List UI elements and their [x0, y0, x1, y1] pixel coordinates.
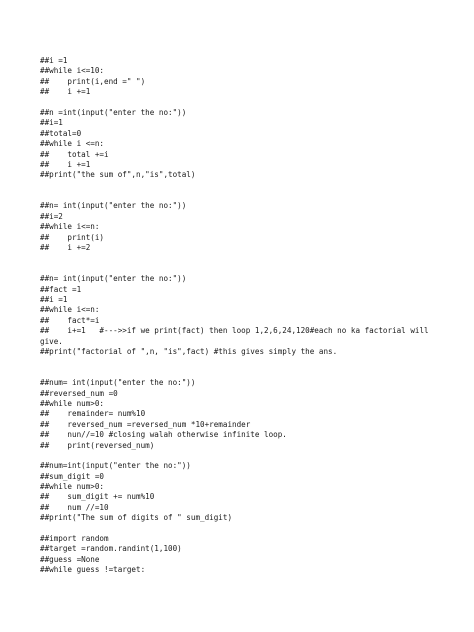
code-line: ## sum_digit += num%10 [40, 492, 155, 502]
blank-line [40, 98, 440, 108]
code-line: ## nun//=10 #closing walah otherwise infinite loop. [40, 430, 287, 440]
code-block-while-print [40, 56, 440, 98]
code-line: ##num= int(input("enter the no:")) [40, 378, 196, 388]
code-line: ##guess =None [40, 554, 100, 564]
code-block-factorial [40, 274, 440, 357]
code-line: ##i =1 [40, 295, 68, 305]
blank-line [40, 357, 440, 378]
code-line: ##n= int(input("enter the no:")) [40, 201, 187, 211]
code-line: ##while num>0: [40, 482, 105, 492]
code-line: ##n =int(input("enter the no:")) [40, 107, 187, 117]
code-line: ##while i<=10: [40, 66, 105, 76]
code-line: ## num //=10 [40, 502, 109, 512]
code-block-even [40, 201, 440, 253]
code-line: ##num=int(input("enter the no:")) [40, 461, 191, 471]
code-line: ##i =1 [40, 56, 68, 65]
code-line: ##print("the sum of",n,"is",total) [40, 170, 196, 180]
code-block-sum [40, 108, 440, 181]
code-line: ##import random [40, 534, 109, 544]
code-line: ##total=0 [40, 128, 82, 138]
code-line: ## i+=1 #--->>if we print(fact) then loop 1,2,6,24,120#each no ka factorial will give. [40, 326, 434, 346]
code-line: ##n= int(input("enter the no:")) [40, 274, 187, 284]
blank-line [40, 253, 440, 274]
code-line: ## total +=i [40, 149, 109, 159]
code-line: ##print("factorial of ",n, "is",fact) #this gives simply the ans. [40, 347, 338, 356]
code-line: ##while guess !=target: [40, 565, 146, 575]
code-block-reverse [40, 378, 440, 451]
code-line: ##while i<=n: [40, 222, 100, 232]
code-line: ## i +=1 [40, 87, 91, 97]
code-line: ## i +=1 [40, 159, 91, 169]
code-line: ## remainder= num%10 [40, 409, 146, 419]
code-line: ## print(i) [40, 232, 105, 242]
code-line: ##reversed_num =0 [40, 388, 118, 398]
code-line: ## print(reversed_num) [40, 440, 155, 450]
code-line: ## i +=2 [40, 243, 91, 253]
code-line: ##fact =1 [40, 284, 82, 294]
code-block-guess [40, 534, 440, 576]
code-line: ## reversed_num =reversed_num *10+remainder [40, 419, 251, 429]
blank-line [40, 181, 440, 202]
code-block-digit-sum [40, 461, 440, 523]
code-line: ##while i <=n: [40, 139, 105, 149]
code-line: ##i=1 [40, 118, 63, 128]
code-line: ##sum_digit =0 [40, 471, 105, 481]
code-line: ##target =random.randint(1,100) [40, 544, 182, 554]
code-line: ## print(i,end =" ") [40, 76, 146, 86]
code-line: ##while num>0: [40, 398, 105, 408]
code-line: ##i=2 [40, 211, 63, 221]
code-listing [40, 56, 440, 576]
blank-line [40, 524, 440, 534]
code-line: ##while i<=n: [40, 305, 100, 315]
code-line: ##print("The sum of digits of " sum_digit) [40, 513, 233, 523]
code-line: ## fact*=i [40, 315, 100, 325]
blank-line [40, 451, 440, 461]
